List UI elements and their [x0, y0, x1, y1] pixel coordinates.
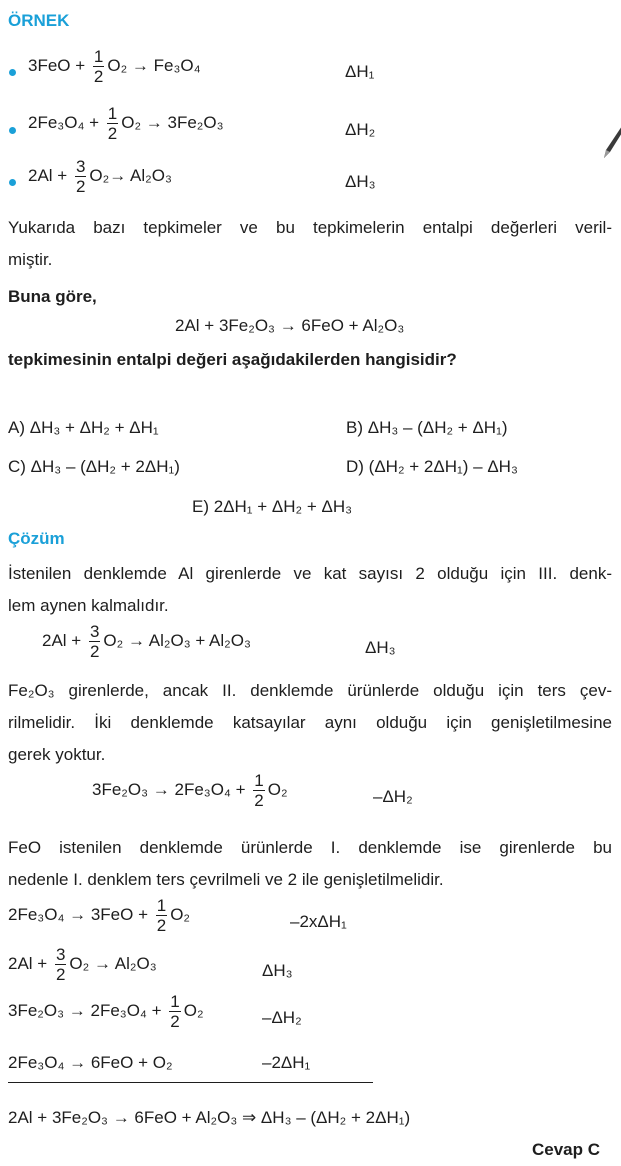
fraction: $\frac{1}{2}$ — [107, 104, 118, 143]
option-d: D) (ΔH₂ + 2ΔH₁) – ΔH₃ — [346, 457, 518, 476]
bullet-icon — [9, 69, 16, 76]
enthalpy-label: ΔH₃ — [262, 961, 293, 980]
reaction-right: O₂ → Fe₃O₄ — [107, 55, 201, 75]
enthalpy-label: –2ΔH₁ — [262, 1053, 311, 1072]
enthalpy-label: –2xΔH₁ — [290, 912, 347, 931]
enthalpy-label: –ΔH₂ — [373, 787, 413, 806]
question-intro: Yukarıda bazı tepkimeler ve bu tepkimelerin entalpi değerleri veril- miştir. — [8, 218, 612, 269]
sum-divider — [8, 1082, 373, 1083]
sum-line-3: 3Fe₂O₃ → 2Fe₃O₄ + $\frac{1}{2}$ O₂ — [8, 992, 204, 1031]
fraction: $\frac{1}{2}$ — [93, 47, 104, 86]
fraction: $\frac{1}{2}$ — [170, 992, 180, 1031]
reaction-left: 2Fe₃O₄ + — [28, 112, 104, 132]
option-c: C) ΔH₃ – (ΔH₂ + 2ΔH₁) — [8, 457, 180, 476]
question-ask: tepkimesinin entalpi değeri aşağıdakilerden hangisidir? — [8, 350, 457, 369]
fraction: $\frac{1}{2}$ — [156, 896, 167, 935]
reaction-right: O₂→ Al₂O₃ — [89, 165, 172, 185]
solution-equation-2: 3Fe₂O₃ → 2Fe₃O₄ + $\frac{1}{2}$ O₂ — [92, 771, 288, 810]
sum-line-1: 2Fe₃O₄ → 3FeO + $\frac{1}{2}$ O₂ — [8, 896, 191, 935]
reaction-left: 3FeO + — [28, 55, 90, 75]
fraction: $\frac{1}{2}$ — [254, 771, 264, 810]
enthalpy-label: ΔH₁ — [345, 62, 375, 81]
fraction: $\frac{3}{2}$ — [89, 622, 100, 661]
result-equation: 2Al + 3Fe₂O₃ → 6FeO + Al₂O₃ ⇒ ΔH₃ – (ΔH₂ + 2ΔH₁) — [8, 1108, 411, 1127]
bullet-icon — [9, 127, 16, 134]
fraction: $\frac{3}{2}$ — [55, 945, 66, 984]
option-e: E) 2ΔH₁ + ΔH₂ + ΔH₃ — [192, 497, 353, 516]
enthalpy-label: ΔH₃ — [365, 638, 396, 657]
example-heading: ÖRNEK — [8, 11, 70, 30]
pencil-icon — [600, 120, 621, 160]
question-lead: Buna göre, — [8, 287, 97, 306]
sum-line-2: 2Al + $\frac{3}{2}$ O₂ → Al₂O₃ — [8, 945, 157, 984]
solution-equation-1: 2Al + $\frac{3}{2}$ O₂ → Al₂O₃ + Al₂O₃ — [42, 622, 251, 661]
reaction-right: O₂ → 3Fe₂O₃ — [121, 112, 224, 132]
reaction-left: 2Al + — [28, 165, 72, 185]
sum-line-4: 2Fe₃O₄ → 6FeO + O₂ — [8, 1053, 173, 1072]
answer-label: Cevap C — [532, 1140, 601, 1159]
option-b: B) ΔH₃ – (ΔH₂ + ΔH₁) — [346, 418, 508, 437]
target-reaction: 2Al + 3Fe₂O₃ → 6FeO + Al₂O₃ — [175, 316, 405, 335]
enthalpy-label: ΔH₂ — [345, 120, 376, 139]
given-reaction-1 — [28, 47, 201, 86]
solution-paragraph-2: Fe₂O₃ girenlerde, ancak II. denklemde ürünlerde olduğu için ters çev- rilmelidir. İki denklemde katsayılar aynı olduğu için genişletilmesine gerek yoktur. — [8, 681, 612, 764]
option-a: A) ΔH₃ + ΔH₂ + ΔH₁ — [8, 418, 159, 437]
bullet-icon — [9, 179, 16, 186]
fraction: $\frac{3}{2}$ — [75, 157, 86, 196]
given-reaction-3 — [28, 157, 172, 196]
solution-paragraph-1: İstenilen denklemde Al girenlerde ve kat sayısı 2 olduğu için III. denk- lem aynen kalmalıdır. — [8, 564, 612, 615]
enthalpy-label: –ΔH₂ — [262, 1008, 302, 1027]
solution-heading: Çözüm — [8, 529, 65, 548]
given-reaction-2 — [28, 104, 224, 143]
solution-paragraph-3: FeO istenilen denklemde ürünlerde I. denklemde ise girenlerde bu nedenle I. denklem ters çevrilmeli ve 2 ile genişletilmelidir. — [8, 838, 612, 889]
enthalpy-label: ΔH₃ — [345, 172, 376, 191]
